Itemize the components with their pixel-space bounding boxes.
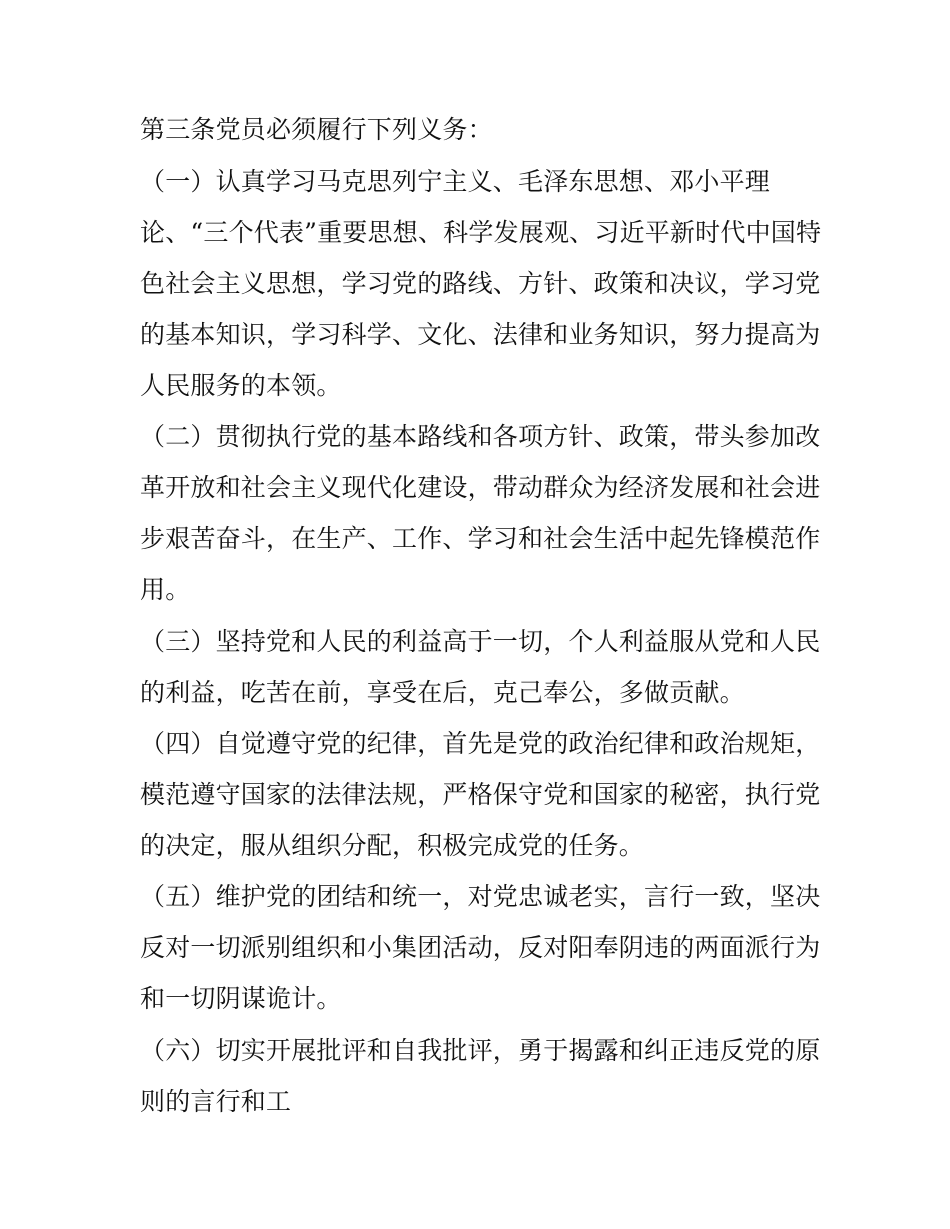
text-line: （一）认真学习马克思列宁主义、毛泽东思想、邓小平理	[140, 167, 771, 196]
text-line: 色社会主义思想，学习党的路线、方针、政策和决议，学习党	[140, 269, 821, 298]
text-line: 用。	[140, 575, 191, 604]
text-line: 论、“三个代表”重要思想、科学发展观、习近平新时代中国特	[140, 218, 822, 247]
text-line: 和一切阴谋诡计。	[140, 984, 342, 1013]
text-line: 人民服务的本领。	[140, 371, 342, 400]
text-line: 的利益，吃苦在前，享受在后，克己奉公，多做贡献。	[140, 678, 745, 707]
article-heading: 第三条党员必须履行下列义务：	[140, 115, 493, 144]
text-line: （五）维护党的团结和统一，对党忠诚老实，言行一致，坚决	[140, 882, 821, 911]
text-line: 反对一切派别组织和小集团活动，反对阳奉阴违的两面派行为	[140, 933, 821, 962]
text-line: 的决定，服从组织分配，积极完成党的任务。	[140, 831, 645, 860]
text-line: 步艰苦奋斗，在生产、工作、学习和社会生活中起先锋模范作	[140, 524, 821, 553]
text-line: （六）切实开展批评和自我批评，勇于揭露和纠正违反党的原	[140, 1036, 821, 1065]
text-line: 模范遵守国家的法律法规，严格保守党和国家的秘密，执行党	[140, 780, 821, 809]
text-line: 的基本知识，学习科学、文化、法律和业务知识，努力提高为	[140, 320, 821, 349]
text-line: （三）坚持党和人民的利益高于一切，个人利益服从党和人民	[140, 627, 821, 656]
text-line: （四）自觉遵守党的纪律，首先是党的政治纪律和政治规矩，	[140, 729, 821, 758]
text-line: （二）贯彻执行党的基本路线和各项方针、政策，带头参加改	[140, 422, 821, 451]
text-line: 则的言行和工	[140, 1087, 292, 1116]
text-line: 革开放和社会主义现代化建设，带动群众为经济发展和社会进	[140, 473, 821, 502]
